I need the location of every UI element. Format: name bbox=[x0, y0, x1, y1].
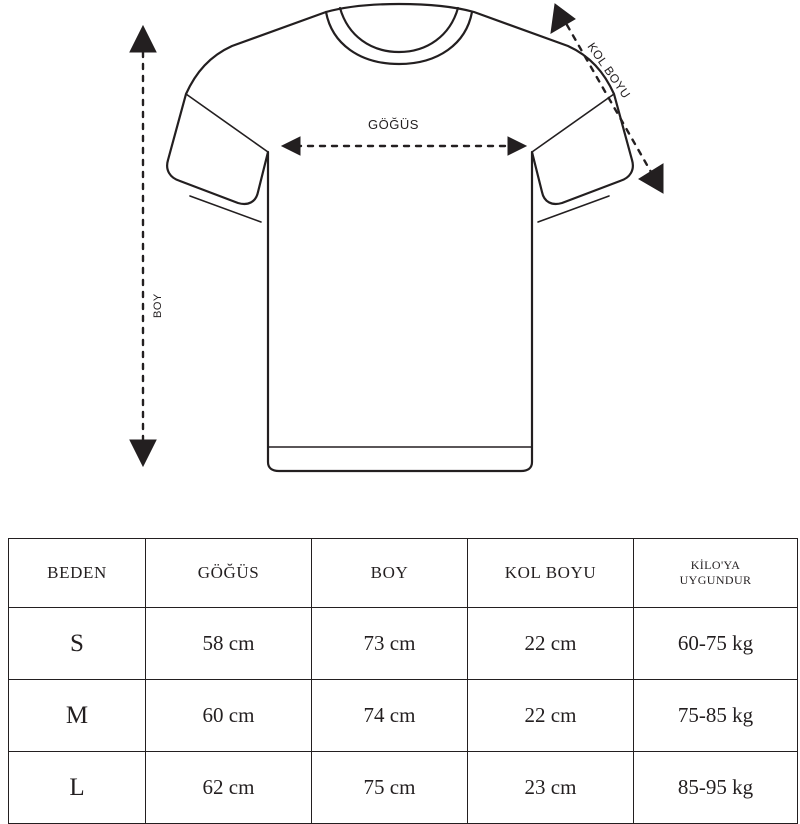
header-kol-boyu: KOL BOYU bbox=[468, 539, 634, 608]
header-kiloya-line2: UYGUNDUR bbox=[679, 573, 752, 587]
size-table-header bbox=[9, 539, 798, 608]
cell-size: L bbox=[9, 752, 146, 824]
cell-chest: 62 cm bbox=[146, 752, 312, 824]
table-row bbox=[9, 608, 798, 680]
cell-sleeve: 22 cm bbox=[468, 680, 634, 752]
chest-measure-arrow bbox=[282, 137, 526, 155]
cell-size: S bbox=[9, 608, 146, 680]
cell-length: 73 cm bbox=[312, 608, 468, 680]
size-table bbox=[8, 538, 798, 824]
cell-size: M bbox=[9, 680, 146, 752]
chest-label: GÖĞÜS bbox=[368, 117, 419, 132]
cell-weight: 60-75 kg bbox=[634, 608, 798, 680]
length-measure-arrow bbox=[130, 26, 156, 466]
cell-weight: 75-85 kg bbox=[634, 680, 798, 752]
size-table-body bbox=[9, 608, 798, 824]
table-row bbox=[9, 752, 798, 824]
table-row bbox=[9, 680, 798, 752]
header-gogus: GÖĞÜS bbox=[146, 539, 312, 608]
header-beden: BEDEN bbox=[9, 539, 146, 608]
cell-sleeve: 22 cm bbox=[468, 608, 634, 680]
cell-chest: 58 cm bbox=[146, 608, 312, 680]
cell-length: 74 cm bbox=[312, 680, 468, 752]
header-kiloya-line1: KİLO'YA bbox=[690, 558, 741, 572]
header-boy: BOY bbox=[312, 539, 468, 608]
cell-chest: 60 cm bbox=[146, 680, 312, 752]
header-kiloya-uygundur bbox=[634, 539, 798, 608]
table-header-row bbox=[9, 539, 798, 608]
cell-length: 75 cm bbox=[312, 752, 468, 824]
cell-weight: 85-95 kg bbox=[634, 752, 798, 824]
sleeve-label: KOL BOYU bbox=[584, 40, 634, 102]
length-label: BOY bbox=[152, 293, 164, 318]
cell-sleeve: 23 cm bbox=[468, 752, 634, 824]
